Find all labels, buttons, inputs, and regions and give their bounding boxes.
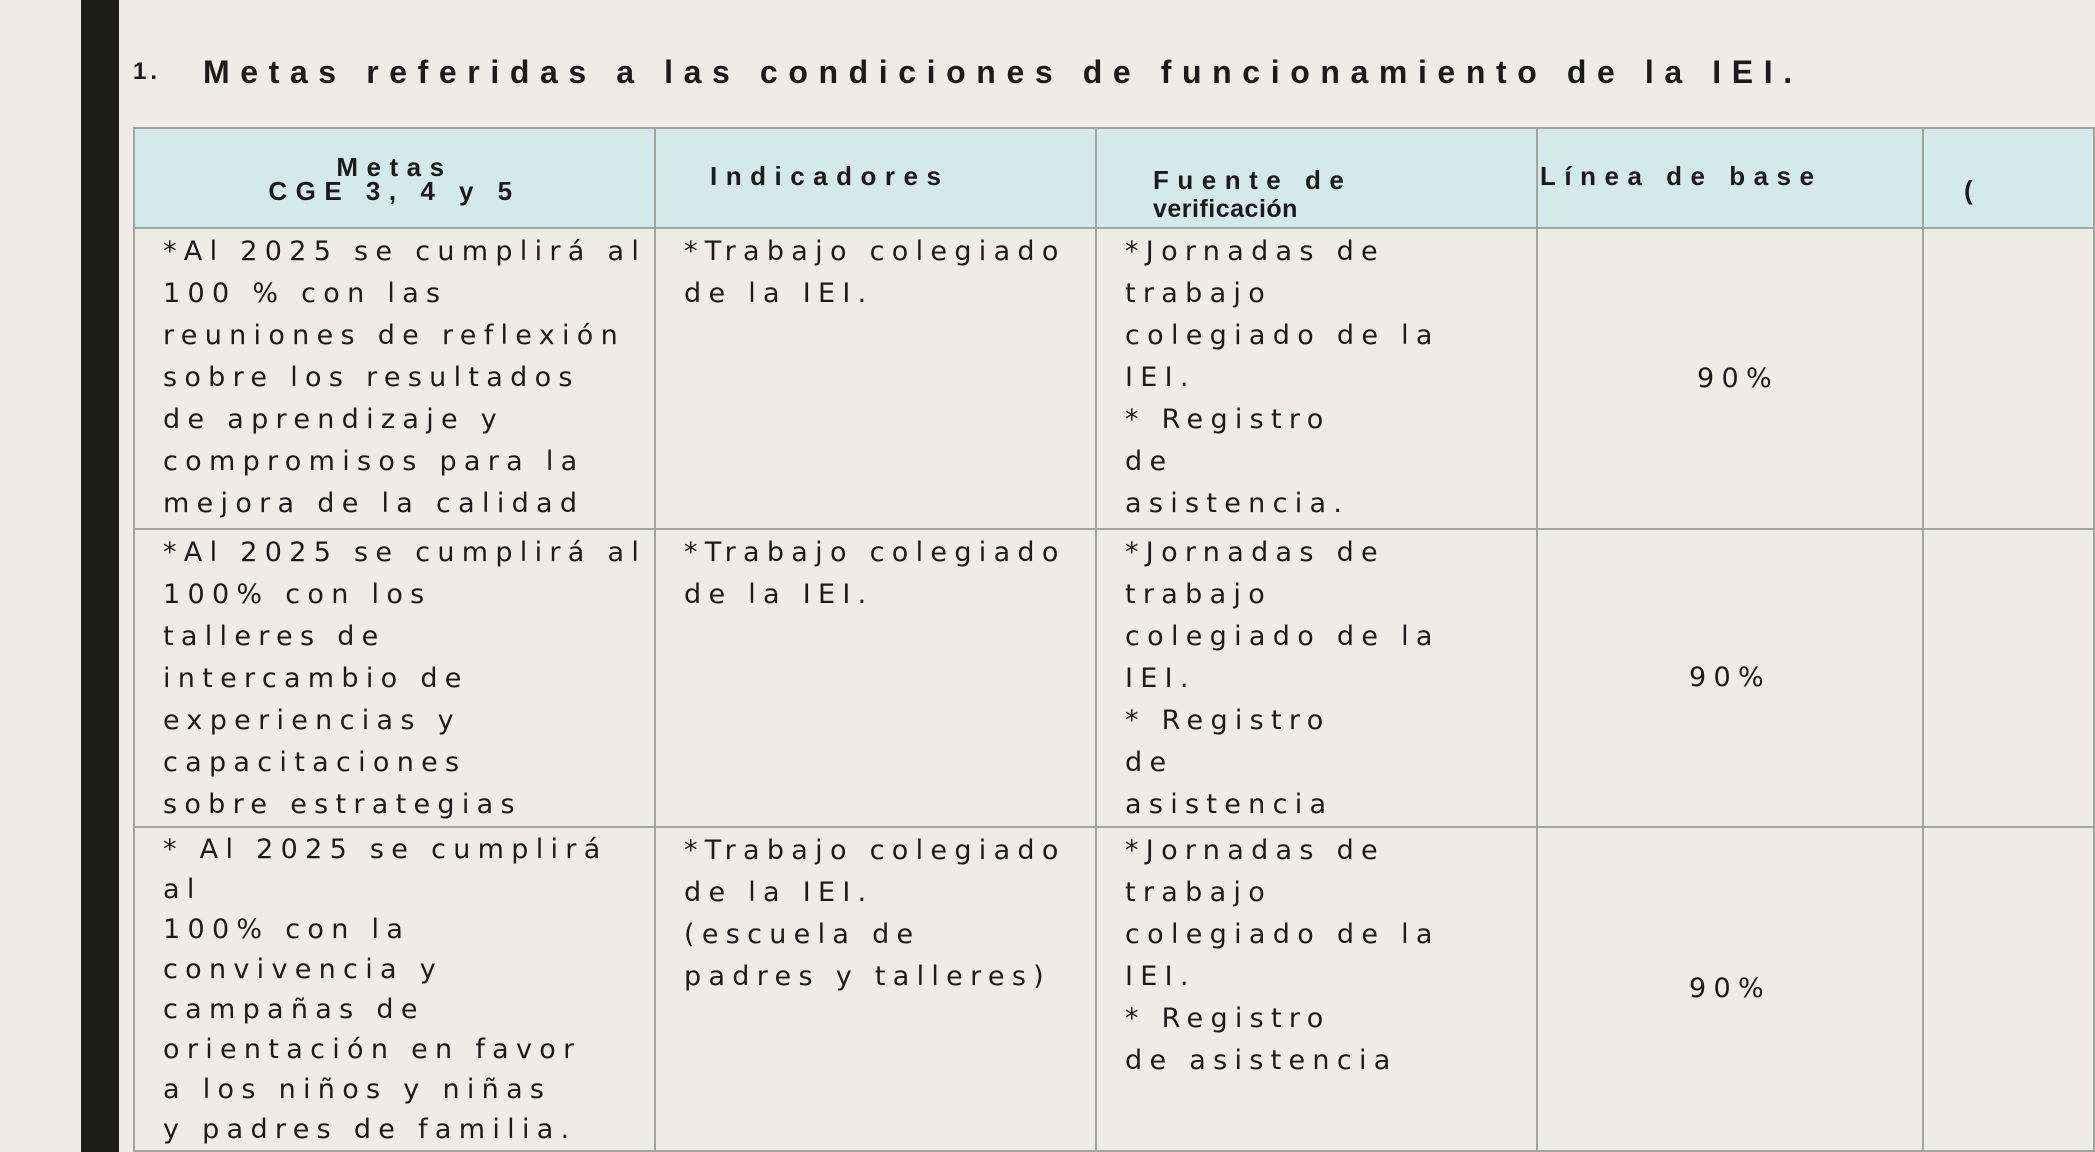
header-indicadores-label: Indicadores xyxy=(710,161,950,191)
table-row xyxy=(134,827,2094,1151)
cell-meta: *Al 2025 se cumplirá al 100 % con las reuniones de reflexión sobre los resultados de aprendizaje y compromisos para la mejora de la calidad xyxy=(134,228,655,529)
cell-meta: *Al 2025 se cumplirá al 100% con los talleres de intercambio de experiencias y capacitaciones sobre estrategias xyxy=(134,529,655,827)
cell-linea-base: 90% xyxy=(1537,529,1923,827)
table-header-row xyxy=(134,128,2094,228)
cell-fuente: *Jornadas de trabajo colegiado de la IEI. * Registro de asistencia. xyxy=(1096,228,1537,529)
cell-indicador: *Trabajo colegiado de la IEI. (escuela de padres y talleres) xyxy=(655,827,1096,1151)
title-number: 1. xyxy=(133,58,162,85)
metas-table xyxy=(133,127,2095,1152)
header-extra xyxy=(1923,128,2094,228)
header-indicadores xyxy=(655,128,1096,228)
header-fuente xyxy=(1096,128,1537,228)
header-linea-base-label: Línea de base xyxy=(1540,161,1823,191)
cell-extra xyxy=(1923,529,2094,827)
header-metas xyxy=(134,128,655,228)
cell-indicador: *Trabajo colegiado de la IEI. xyxy=(655,529,1096,827)
cell-fuente: *Jornadas de trabajo colegiado de la IEI. * Registro de asistencia xyxy=(1096,529,1537,827)
cell-linea-base: 90% xyxy=(1537,228,1923,529)
left-accent-bar xyxy=(81,0,119,1152)
metas-table-container xyxy=(133,127,1988,1145)
cell-meta: * Al 2025 se cumplirá al 100% con la convivencia y campañas de orientación en favor a los niños y niñas y padres de familia. xyxy=(134,827,655,1151)
cell-fuente: *Jornadas de trabajo colegiado de la IEI. * Registro de asistencia xyxy=(1096,827,1537,1151)
cell-indicador: *Trabajo colegiado de la IEI. xyxy=(655,228,1096,529)
slide-title xyxy=(133,50,1803,94)
table-row xyxy=(134,228,2094,529)
title-text: Metas referidas a las condiciones de funcionamiento de la IEI. xyxy=(203,53,1803,90)
cell-linea-base: 90% xyxy=(1537,827,1923,1151)
cell-extra xyxy=(1923,827,2094,1151)
header-fuente-label: Fuente de xyxy=(1153,165,1353,195)
cell-extra xyxy=(1923,228,2094,529)
header-extra-label: ( xyxy=(1964,175,1982,205)
header-linea-base xyxy=(1537,128,1923,228)
table-row xyxy=(134,529,2094,827)
header-metas-label: Metas CGE 3, 4 y 5 xyxy=(268,152,521,206)
header-fuente-sublabel: verificación xyxy=(1153,195,1298,223)
